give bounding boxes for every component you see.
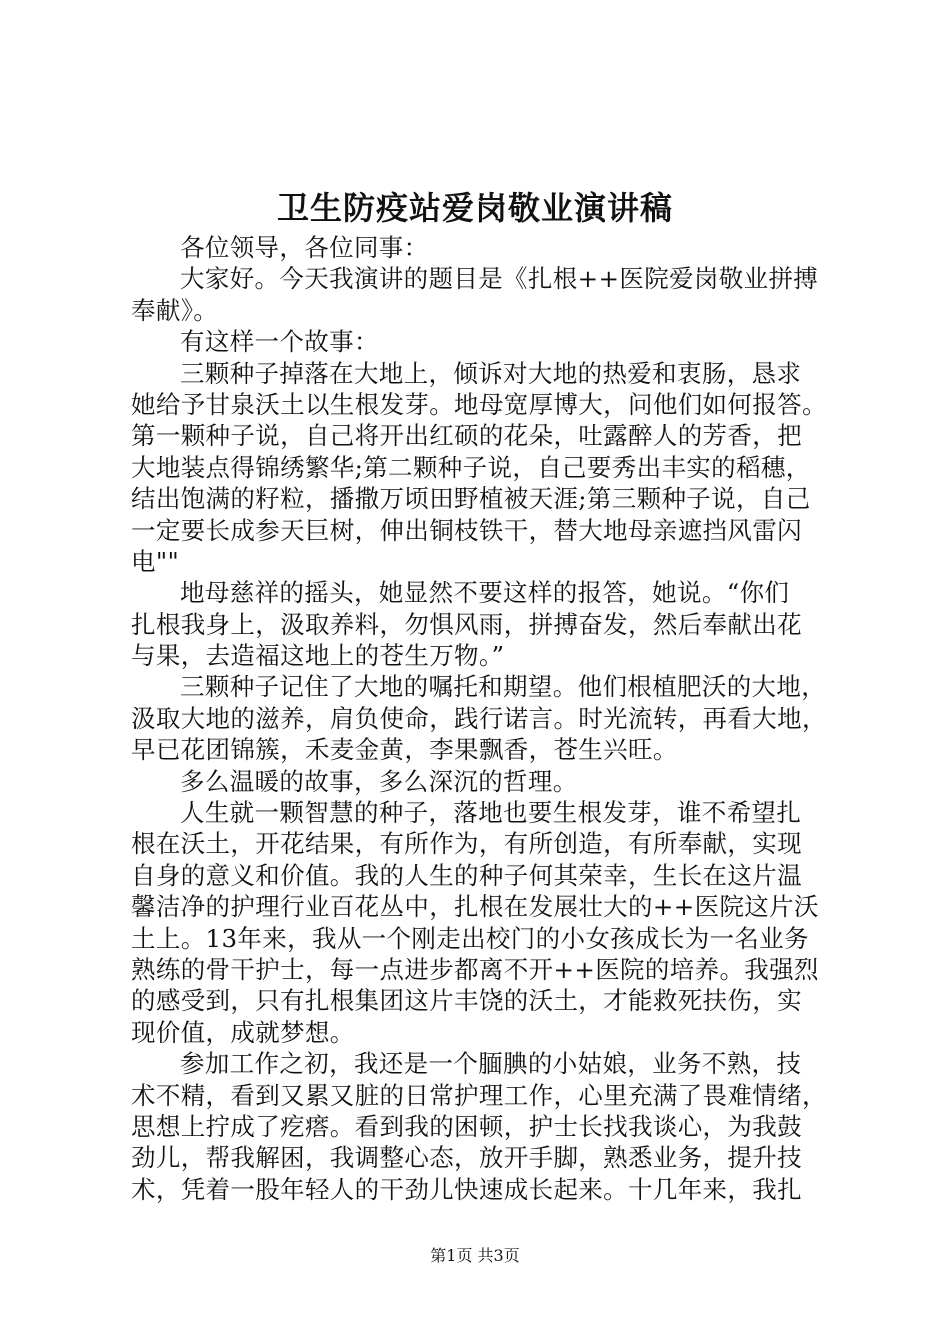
text-line: 自身的意义和价值。我的人生的种子何其荣幸，生长在这片温 — [131, 860, 802, 890]
text-line: 术，凭着一股年轻人的干劲儿快速成长起来。十几年来，我扎 — [131, 1174, 802, 1204]
text-line: 多么温暖的故事，多么深沉的哲理。 — [180, 766, 578, 796]
text-line: 参加工作之初，我还是一个腼腆的小姑娘，业务不熟，技 — [180, 1049, 802, 1079]
text-line: 思想上拧成了疙瘩。看到我的困顿，护士长找我谈心，为我鼓 — [131, 1111, 802, 1141]
text-line: 根在沃土，开花结果，有所作为，有所创造，有所奉献，实现 — [131, 829, 802, 859]
text-line: 电"" — [131, 546, 180, 576]
text-line: 术不精，看到又累又脏的日常护理工作，心里充满了畏难情绪， — [131, 1080, 827, 1110]
text-line: 大地装点得锦绣繁华;第二颗种子说，自己要秀出丰实的稻穗， — [131, 452, 811, 482]
text-line: 地母慈祥的摇头，她显然不要这样的报答，她说。“你们 — [180, 578, 790, 608]
text-line: 与果，去造福这地上的苍生万物。” — [131, 641, 505, 671]
text-line: 的感受到，只有扎根集团这片丰饶的沃土，才能救死扶伤，实 — [131, 986, 802, 1016]
text-line: 奉献》。 — [131, 295, 219, 325]
document-body — [131, 232, 831, 1205]
text-line: 人生就一颗智慧的种子，落地也要生根发芽，谁不希望扎 — [180, 798, 802, 828]
document-title: 卫生防疫站爱岗敬业演讲稿 — [276, 189, 673, 227]
text-line: 扎根我身上，汲取养料，勿惧风雨，拼搏奋发，然后奉献出花 — [131, 609, 802, 639]
text-line: 第一颗种子说，自己将开出红硕的花朵，吐露醉人的芳香，把 — [131, 421, 802, 451]
text-line: 她给予甘泉沃土以生根发芽。地母宽厚博大，问他们如何报答。 — [131, 389, 827, 419]
text-line: 有这样一个故事： — [180, 327, 379, 357]
text-line: 一定要长成参天巨树，伸出铜枝铁干，替大地母亲遮挡风雷闪 — [131, 515, 802, 545]
text-line: 熟练的骨干护士，每一点进步都离不开++医院的培养。我强烈 — [131, 954, 819, 984]
text-line: 早已花团锦簇，禾麦金黄，李果飘香，苍生兴旺。 — [131, 735, 678, 765]
text-line: 结出饱满的籽粒，播撒万顷田野植被天涯;第三颗种子说，自己 — [131, 484, 811, 514]
text-line: 现价值，成就梦想。 — [131, 1017, 355, 1047]
text-line: 馨洁净的护理行业百花丛中，扎根在发展壮大的++医院这片沃 — [131, 892, 819, 922]
text-line: 各位领导，各位同事： — [180, 233, 429, 262]
text-line: 劲儿，帮我解困，我调整心态，放开手脚，熟悉业务，提升技 — [131, 1143, 802, 1173]
text-line: 汲取大地的滋养，肩负使命，践行诺言。时光流转，再看大地， — [131, 703, 827, 733]
page-footer: 第1页 共3页 — [430, 1246, 520, 1265]
text-line: 三颗种子掉落在大地上，倾诉对大地的热爱和衷肠，恳求 — [180, 358, 802, 388]
text-line: 大家好。今天我演讲的题目是《扎根++医院爱岗敬业拼搏 — [180, 264, 819, 294]
text-line: 土上。13年来，我从一个刚走出校门的小女孩成长为一名业务 — [131, 923, 809, 953]
text-line: 三颗种子记住了大地的嘱托和期望。他们根植肥沃的大地， — [180, 672, 827, 702]
